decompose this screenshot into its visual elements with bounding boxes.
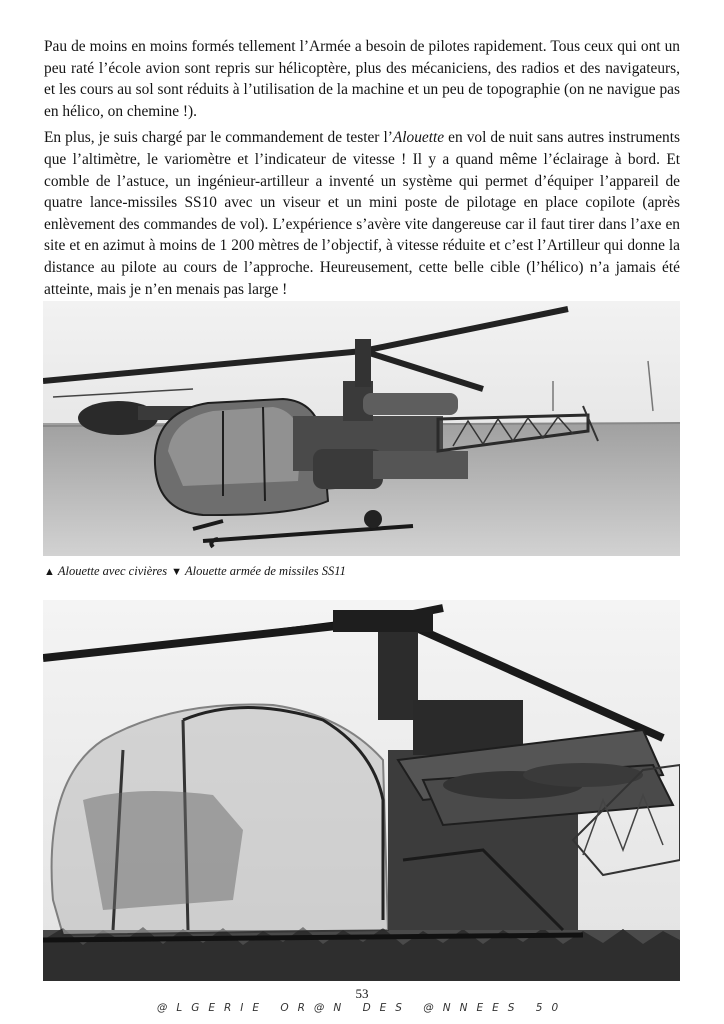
up-triangle-icon: ▲ (44, 566, 55, 578)
page-number: 53 (355, 986, 369, 1001)
paragraph-1: Pau de moins en moins formés tellement l’Armée a besoin de pilotes rapidement. Tous ceux qui ont un peu raté l’école avion sont repris sur hélicoptère, plus des mécaniciens, des radios et des navigateurs, et les cours au sol sont réduits à l’utilisation de la machine et un peu de topographie (on ne navigue pas en hélico, on chemine !). (44, 38, 680, 120)
photo-alouette-missiles (43, 600, 680, 981)
paragraph-2-end: en vol de nuit sans autres instruments que l’altimètre, le variomètre et l’indicateur de vitesse ! Il y a quand même l’éclairage à bord. Et comble de l’astuce, un ingénieur-artilleur a inventé un système qui permet d’équiper l’appareil de quatre lance-missiles SS10 avec un viseur et un mini poste de pilotage en place copilote (après enlèvement des commandes de vol). L’expérience s’avère vite dangereuse car il faut tirer dans l’axe en site et en azimut à moins de 1 200 mètres de l’objectif, à vitesse réduite et c’est l’Artilleur qui donne la distance au pilote au cours de l’approche. Heureusement, cette belle cible (l’hélico) n’a jamais été atteinte, mais je n’en menais pas large ! (44, 129, 680, 298)
photo-caption (44, 564, 346, 579)
paragraph-2-start: En plus, je suis chargé par le commandement de tester l’ (44, 129, 393, 147)
paragraph-2-italic: Alouette (392, 129, 445, 147)
caption-right: Alouette armée de missiles SS11 (184, 564, 346, 578)
body-text (44, 36, 680, 305)
photo-alouette-stretchers (43, 301, 680, 556)
down-triangle-icon: ▼ (171, 566, 182, 578)
caption-left: Alouette avec civières (57, 564, 168, 578)
running-footer: @LGERIE OR@N DES @NNEES 50 (156, 1002, 568, 1014)
paragraph-2 (44, 127, 680, 300)
